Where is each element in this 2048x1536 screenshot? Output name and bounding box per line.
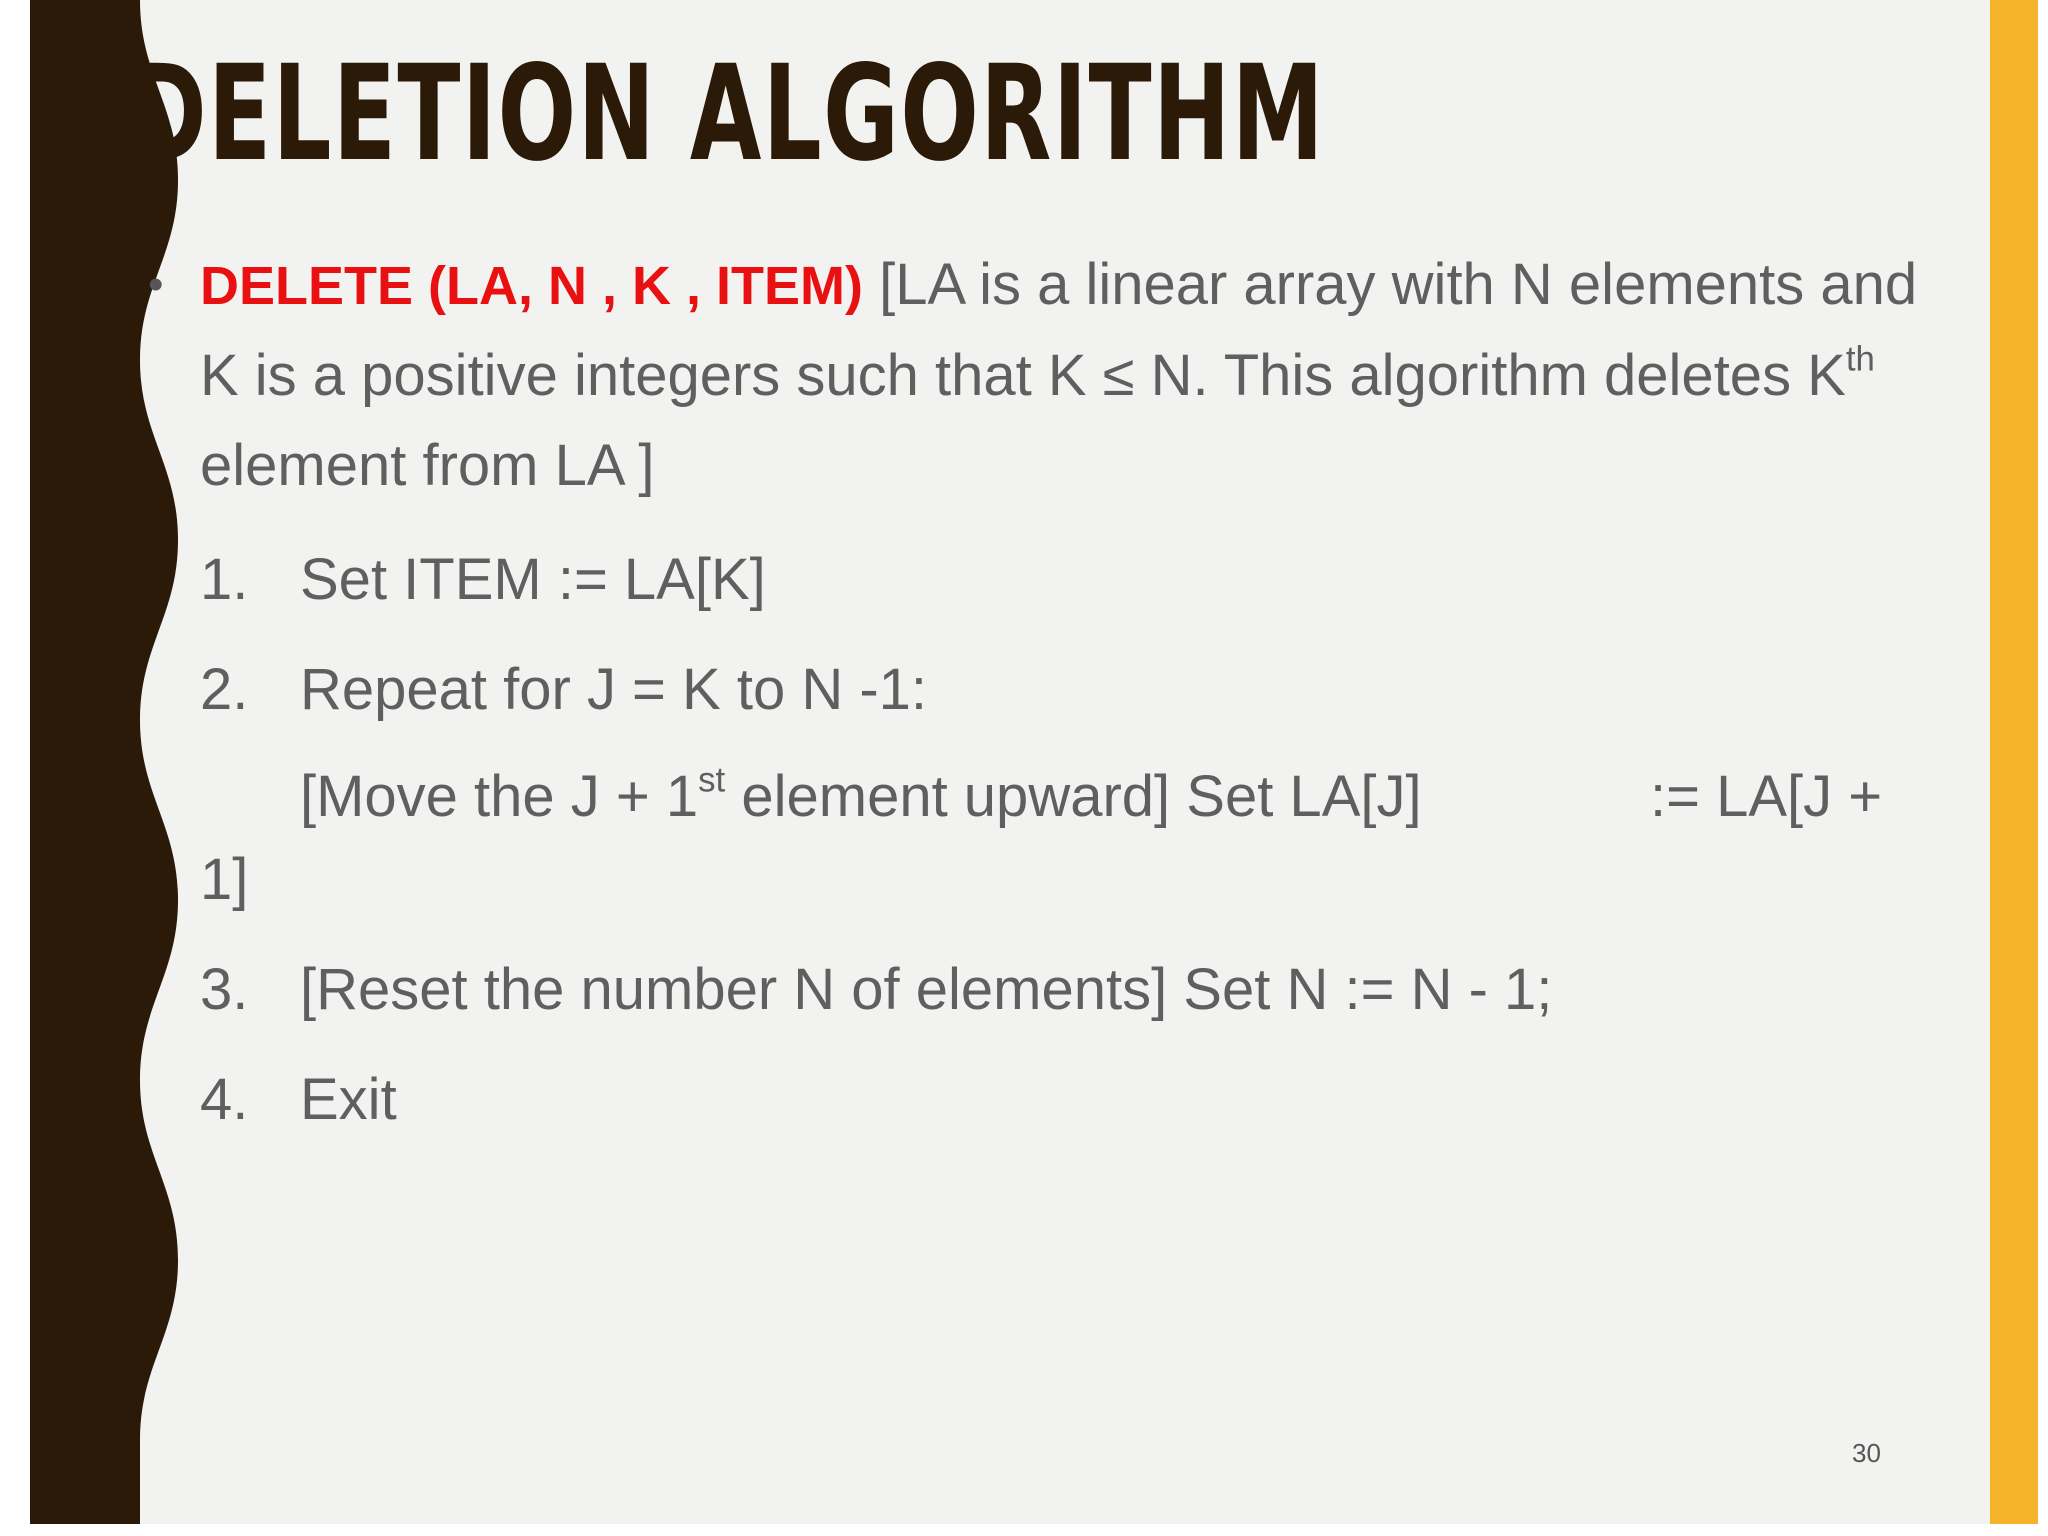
step-text: Exit (300, 1067, 397, 1132)
bullet-dot-icon: • (148, 260, 164, 309)
algorithm-steps (200, 525, 1920, 1155)
step-number: 1. (200, 547, 249, 612)
step-3 (200, 935, 1920, 1045)
right-margin (2038, 0, 2048, 1536)
step-number: 4. (200, 1067, 249, 1132)
step-text: Set ITEM := LA[K] (300, 547, 766, 612)
step-2-substep (200, 745, 1920, 849)
bottom-margin (0, 1524, 2048, 1536)
step-text: [Reset the number N of elements] Set N := N - 1; (300, 957, 1553, 1022)
step-number: 2. (200, 657, 249, 722)
step-1 (200, 525, 1920, 635)
step-4 (200, 1045, 1920, 1155)
step-2 (200, 635, 1920, 745)
slide-title: DELETION ALGORITHM (130, 37, 1326, 191)
substep-text: [Move the J + 1st element upward] Set LA[J] (300, 760, 1422, 829)
intro-superscript: th (1845, 339, 1875, 379)
step-number: 3. (200, 957, 249, 1022)
intro-description-end: element from LA ] (200, 433, 655, 498)
substep-assignment: := LA[J + (1650, 764, 1883, 829)
function-signature: DELETE (LA, N , K , ITEM) (200, 256, 863, 316)
gold-side-band (1990, 0, 2038, 1524)
step-2-substep-wrap: 1] (200, 847, 249, 912)
substep-superscript: st (698, 760, 726, 800)
intro-bullet (148, 240, 1920, 511)
slide-content (148, 240, 1920, 1155)
intro-description: [LA is a linear array with N elements and K is a positive integers such that K ≤ N. This algorithm deletes K (200, 252, 1918, 408)
step-text: Repeat for J = K to N -1: (300, 657, 928, 722)
wavy-side-band (0, 0, 200, 1524)
page-number: 30 (1852, 1438, 1881, 1468)
